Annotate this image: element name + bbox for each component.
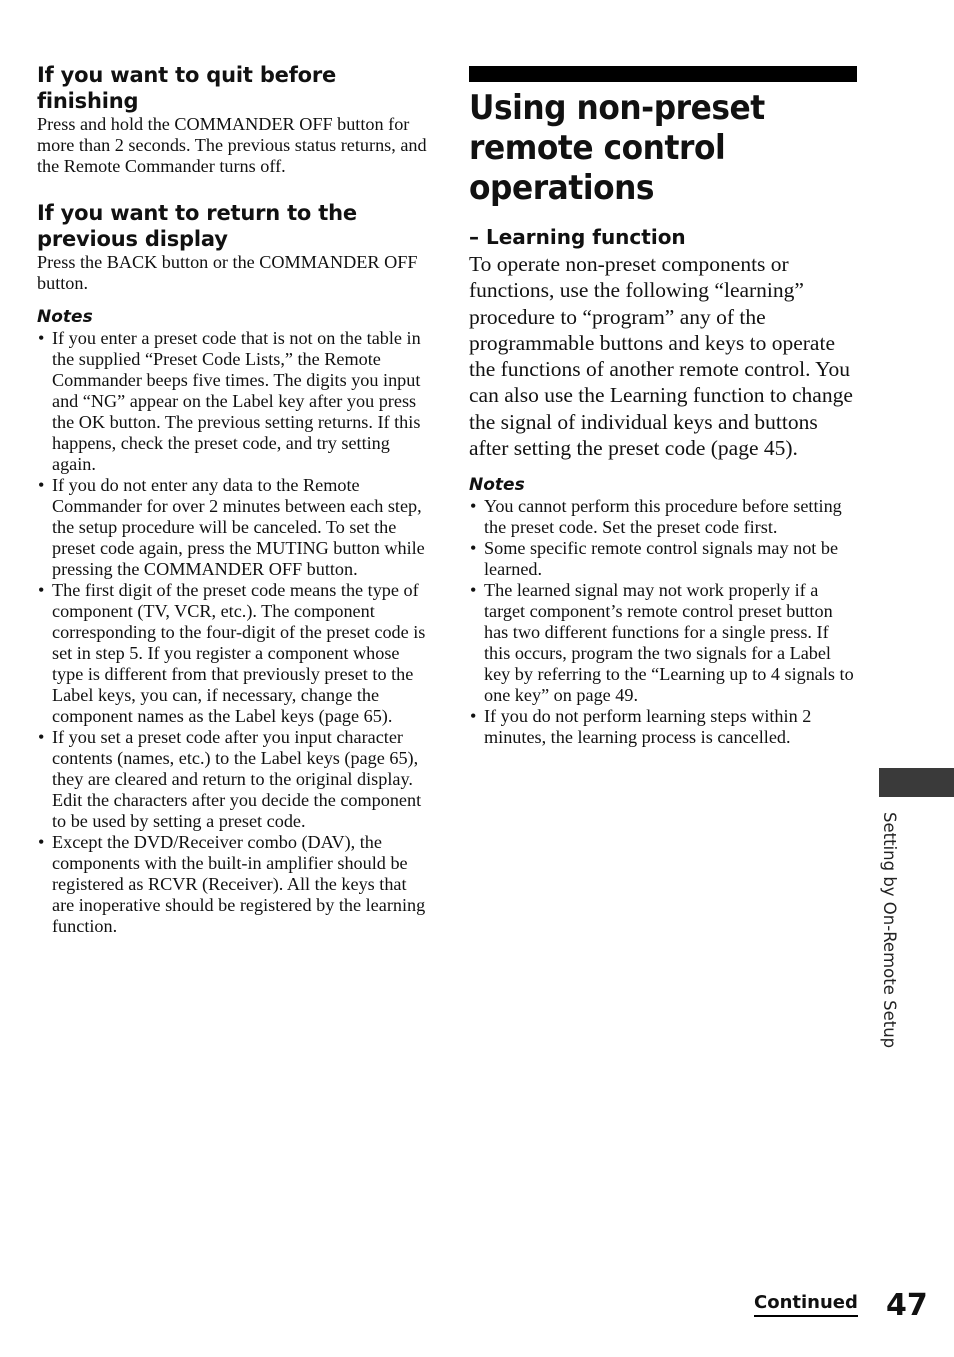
return-body: Press the BACK button or the COMMANDER OFF button.: [37, 252, 418, 293]
list-item: • If you do not perform learning steps within 2 minutes, the learning process is cancelled.: [469, 706, 859, 748]
page-title: Using non-preset remote control operations: [469, 88, 765, 208]
return-heading: If you want to return to the previous display: [37, 201, 357, 251]
page-number: 47: [886, 1288, 928, 1323]
right-notes-title: Notes: [469, 475, 525, 496]
section-tab-marker: [879, 768, 954, 797]
right-notes-list: [469, 496, 859, 748]
left-notes-list: [37, 328, 427, 937]
left-notes-title: Notes: [37, 307, 93, 327]
list-item: • The learned signal may not work properly if a target component’s remote control preset button has two different functions for a single press. If this occurs, program the two signals for a Label key by referring to the “Learning up to 4 signals to one key” on page 49.: [469, 580, 859, 706]
left-column: [37, 62, 427, 937]
right-column: [469, 66, 859, 748]
list-item: • Some specific remote control signals may not be learned.: [469, 538, 859, 580]
quit-body: Press and hold the COMMANDER OFF button for more than 2 seconds. The previous status returns, and the Remote Commander turns off.: [37, 114, 427, 176]
quit-heading: If you want to quit before finishing: [37, 63, 337, 113]
list-item: • You cannot perform this procedure before setting the preset code. Set the preset code first.: [469, 496, 859, 538]
list-item: • The first digit of the preset code means the type of component (TV, VCR, etc.). The component corresponding to the four-digit of the preset code is set in step 5. If you register a component whose type is different from that previously preset to the Label keys, you can, if necessary, change the component names as the Label keys (page 65).: [37, 580, 427, 727]
intro-body: To operate non-preset components or functions, use the following “learning” procedure to “program” any of the programmable buttons and keys to operate the functions of another remote control. You can also use the Learning function to change the signal of individual keys and buttons after setting the preset code (page 45).: [469, 252, 853, 461]
list-item: • If you set a preset code after you input character contents (names, etc.) to the Label keys (page 65), they are cleared and return to the original display. Edit the characters after you decide the component to be used by setting a preset code.: [37, 727, 427, 832]
list-item: • If you do not enter any data to the Remote Commander for over 2 minutes between each step, the setup procedure will be canceled. To set the preset code again, press the MUTING button while pressing the COMMANDER OFF button.: [37, 475, 427, 580]
side-section-label: [880, 812, 910, 1082]
title-rule: [469, 66, 857, 82]
side-section-label-text: Setting by On-Remote Setup: [880, 812, 899, 1049]
continued-label: Continued: [754, 1292, 858, 1317]
list-item: • If you enter a preset code that is not on the table in the supplied “Preset Code Lists,” the Remote Commander beeps five times. The digits you input and “NG” appear on the Label key after you press the OK button. The previous setting returns. If this happens, check the preset code, and try setting again.: [37, 328, 427, 475]
section-subtitle: – Learning function: [469, 225, 686, 249]
list-item: • Except the DVD/Receiver combo (DAV), the components with the built-in amplifier should be registered as RCVR (Receiver). All the keys that are inoperative should be registered by the learning function.: [37, 832, 427, 937]
